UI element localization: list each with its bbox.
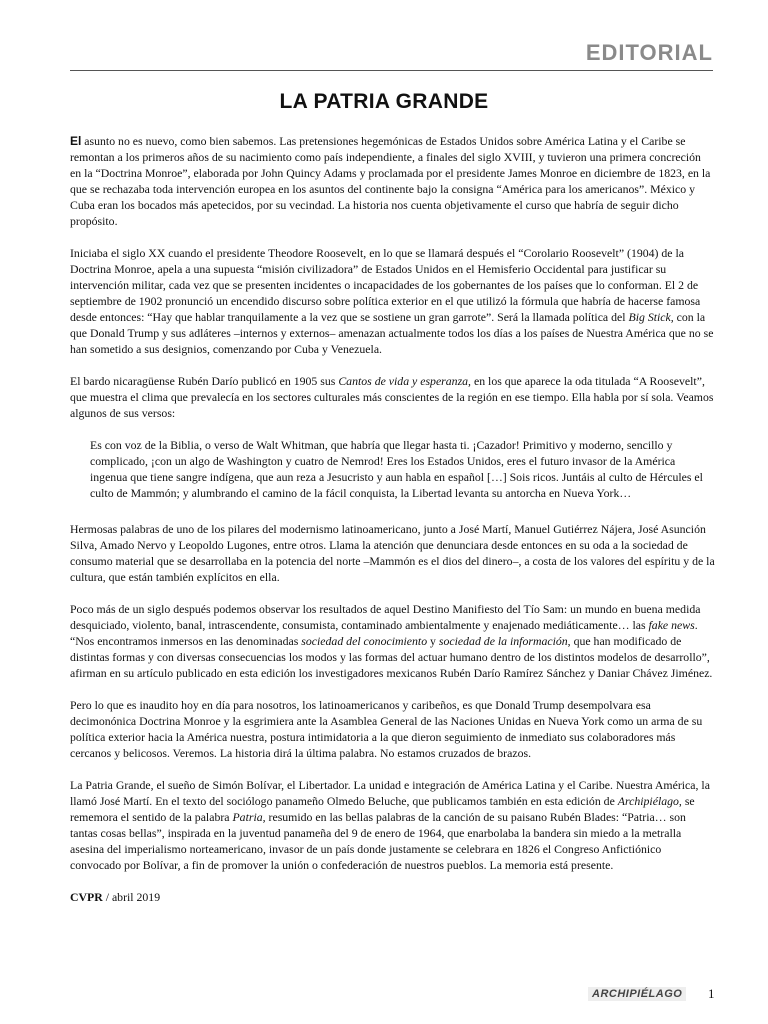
paragraph-7-text-a: La Patria Grande, el sueño de Simón Bolívar, el Libertador. La unidad e integración de América Latina y el Caribe. Nuestra América, la llamó José Martí. En el texto del sociólogo panameño Olmedo Beluche, que publicamos también en esta edición de bbox=[70, 778, 710, 808]
paragraph-1 bbox=[70, 133, 715, 229]
section-label: EDITORIAL bbox=[585, 40, 713, 65]
paragraph-7-text-b: , se rememora el sentido de la palabra bbox=[70, 794, 695, 824]
paragraph-6: Pero lo que es inaudito hoy en día para nosotros, los latinoamericanos y caribeños, es que Donald Trump desempolvara esa decimonónica Doctrina Monroe y la esgrimiera ante la Asamblea General de las Naciones Unidas en Nueva York como un arma de su política exterior hacia la América nuestra, postura intimidatoria a la que dieron seguimiento de inmediato sus colaboradores más cercanos y belicosos. Veremos. La historia dirá la última palabra. No estamos cruzados de brazos. bbox=[70, 698, 703, 760]
paragraph-7 bbox=[70, 777, 715, 873]
paragraph-2 bbox=[70, 245, 715, 357]
paragraph-7-text-c: resumido en las bellas palabras de la canción de su paisano Rubén Blades: “Patria… son tantas cosas bellas”, inspirada en la juventud panameña del 9 de enero de 1964, que enarbolaba la bandera sin miedo a la metralla asesina del imperialismo norteamericano, invasor de un país donde justamente se celebrara en 1826 el Congreso Anfictiónico convocado por Bolívar, a fin de promover la unión o confederación de nuestros pueblos. La memoria está presente. bbox=[70, 810, 686, 872]
big-stick-emphasis: Big Stick, bbox=[628, 310, 674, 324]
paragraph-1-text: asunto no es nuevo, como bien sabemos. Las pretensiones hegemónicas de Estados Unidos sobre América Latina y el Caribe se remontan a los primeros años de su nacimiento como país independiente, a finales del siglo XVIII, y tuvieron una primera concreción en la “Doctrina Monroe”, elaborada por John Quincy Adams y proclamada por el presidente James Monroe en diciembre de 1823, en la que se rechazaba toda intervención europea en los asuntos del continente bajo la consigna “América para los americanos”. México y Cuba eran los bocados más apetecidos, por su vecindad. La historia nos cuenta objetivamente el curso que habría de seguir dicho propósito. bbox=[70, 134, 711, 228]
paragraph-2-text-a: Iniciaba el siglo XX cuando el presidente Theodore Roosevelt, en lo que se llamará después el “Corolario Roosevelt” (1904) de la Doctrina Monroe, apela a una supuesta “misión civilizadora” de Estados Unidos en el Hemisferio Occidental para justificar su intervención militar, cada vez que se presenten incidentes o incapacidades de los gobernantes de los países que lo conforman. El 2 de septiembre de 1902 pronunció un encendido discurso sobre política exterior en el que utilizó la fórmula que habría de hacerse famosa desde entonces: “Hay que hablar tranquilamente a la vez que se sostiene un gran garrote”. Será la llamada política del bbox=[70, 246, 701, 324]
paragraph-2-text-b: con la que Donald Trump y sus adláteres –internos y externos– amenazan actualmente todos los días a los países de Nuestra América que no se han sometido a sus designios, comenzando por Cuba y Venezuela. bbox=[70, 310, 714, 356]
book-title-emphasis: Cantos de vida y esperanza, bbox=[338, 374, 472, 388]
archipielago-emphasis: Archipiélago bbox=[617, 794, 679, 808]
paragraph-3-text-a: El bardo nicaragüense Rubén Darío publicó en 1905 sus bbox=[70, 374, 339, 388]
paragraph-5 bbox=[70, 601, 715, 681]
paragraph-4: Hermosas palabras de uno de los pilares del modernismo latinoamericano, junto a José Martí, Manuel Gutiérrez Nájera, José Asunción Silva, Amado Nervo y Leopoldo Lugones, entre otros. Llama la atención que denunciara desde entonces en su oda a la sociedad de consumo material que se desarrollaba en la potencia del norte –Mammón es el dios del dinero–, a costa de los valores del espíritu y de la cultura, que están también explícitos en ella. bbox=[70, 522, 715, 584]
paragraph-5-text-a: Poco más de un siglo después podemos observar los resultados de aquel Destino Manifiesto del Tío Sam: un mundo en buena medida desquiciado, violento, banal, intrascendente, consumista, contaminado ambientalmente y enajenado mediáticamente… las bbox=[70, 602, 701, 632]
article-body bbox=[70, 133, 715, 921]
signature-name: CVPR bbox=[70, 890, 103, 904]
signature bbox=[70, 889, 715, 905]
patria-emphasis: Patria, bbox=[232, 810, 266, 824]
page-number: 1 bbox=[708, 986, 715, 1001]
paragraph-5-text-c: y bbox=[427, 634, 439, 648]
header-rule bbox=[70, 70, 713, 71]
paragraph-5-text-b: . “Nos encontramos inmersos en las denominadas bbox=[70, 618, 698, 648]
magazine-logo: ARCHIPIÉLAGO bbox=[588, 987, 686, 1001]
article-title: LA PATRIA GRANDE bbox=[279, 90, 489, 113]
paragraph-5-text-d: , que han modificado de distintas formas y con diversas consecuencias los modos y las formas del actuar humano dentro de los distintos modelos de desarrollo”, afirman en su artículo publicado en esta edición los investigadores mexicanos Rubén Darío Ramírez Sánchez y Daniar Chávez Jiménez. bbox=[70, 634, 713, 680]
fake-news-emphasis: fake news bbox=[648, 618, 695, 632]
paragraph-3-text-b: en los que aparece la oda titulada “A Roosevelt”, que muestra el clima que prevalecía en los sectores culturales más conscientes de la región en ese tiempo. Ella habla por sí sola. Veamos algunos de sus versos: bbox=[70, 374, 714, 420]
information-society-emphasis: sociedad de la información bbox=[438, 634, 568, 648]
lead-word: El bbox=[70, 134, 82, 148]
paragraph-3 bbox=[70, 373, 715, 421]
block-quote: Es con voz de la Biblia, o verso de Walt Whitman, que habría que llegar hasta ti. ¡Cazador! Primitivo y moderno, sencillo y complicado, ¡con un algo de Washington y cuatro de Nemrod! Eres los Estados Unidos, eres el futuro invasor de la América ingenua que tiene sangre indígena, que aun reza a Jesucristo y aun habla en español […] Sois ricos. Juntáis al culto de Hércules el culto de Mammón; y alumbrando el camino de la fácil conquista, la Libertad levanta su antorcha en Nueva York… bbox=[90, 438, 703, 500]
knowledge-society-emphasis: sociedad del conocimiento bbox=[301, 634, 428, 648]
signature-date: / abril 2019 bbox=[102, 890, 161, 904]
